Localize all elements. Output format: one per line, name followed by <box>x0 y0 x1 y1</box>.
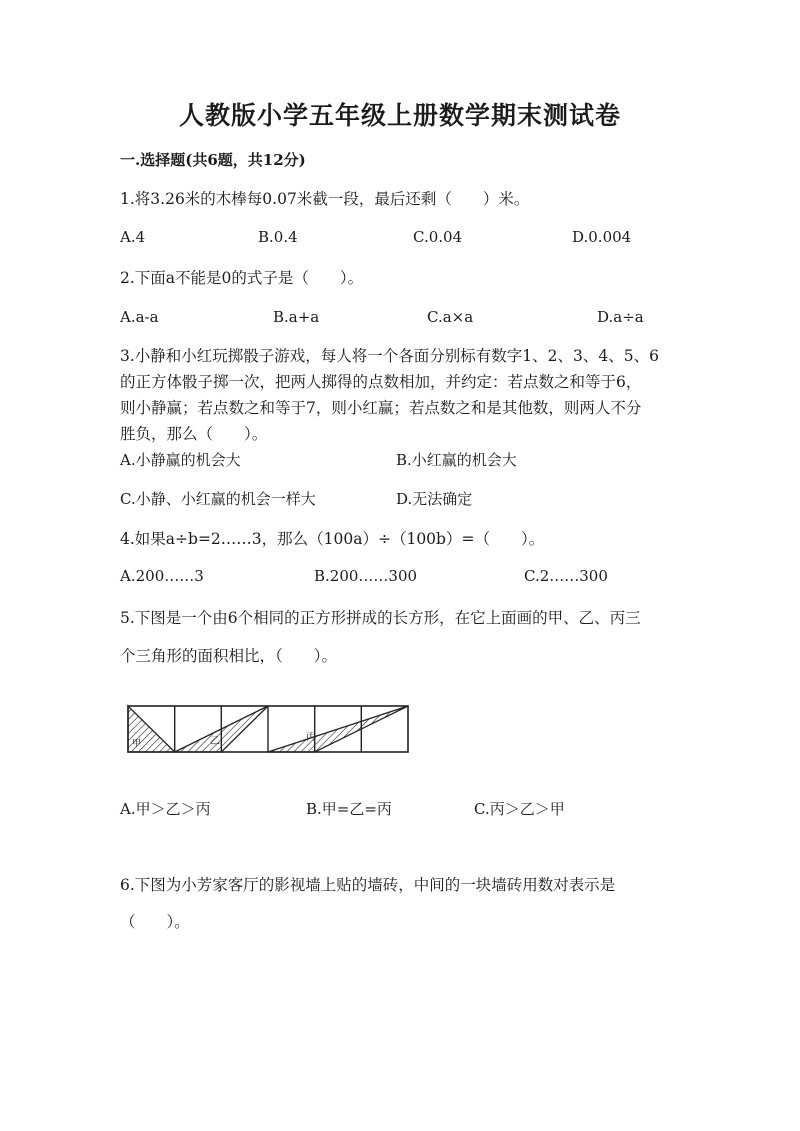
question-2-option-a[interactable]: A.a-a <box>120 308 159 326</box>
question-2-option-c[interactable]: C.a×a <box>427 308 474 326</box>
question-3-line-1: 3.小静和小红玩掷骰子游戏，每人将一个各面分别标有数字1、2、3、4、5、6 <box>120 347 659 365</box>
question-6-line-1: 6.下图为小芳家客厅的影视墙上贴的墙砖，中间的一块墙砖用数对表示是 <box>120 876 616 894</box>
question-5-line-2: 个三角形的面积相比，（ ）。 <box>120 647 338 665</box>
page-title: 人教版小学五年级上册数学期末测试卷 <box>178 101 621 130</box>
question-3-option-c[interactable]: C.小静、小红赢的机会一样大 <box>120 490 316 508</box>
question-2-option-d[interactable]: D.a÷a <box>597 308 644 326</box>
question-4-option-c[interactable]: C.2……300 <box>524 567 608 585</box>
label-yi: 乙 <box>210 736 220 747</box>
label-bing: 丙 <box>306 732 316 743</box>
question-6-line-2: （ ）。 <box>120 913 190 931</box>
question-1-option-a[interactable]: A.4 <box>120 228 146 246</box>
question-5-option-c[interactable]: C.丙＞乙＞甲 <box>474 800 565 818</box>
question-5-option-a[interactable]: A.甲＞乙＞丙 <box>120 800 211 818</box>
label-jia: 甲 <box>132 739 142 749</box>
triangle-bing <box>268 706 408 752</box>
question-4-stem: 4.如果a÷b=2……3，那么（100a）÷（100b）=（ ）。 <box>120 530 545 548</box>
question-3-option-a[interactable]: A.小静赢的机会大 <box>120 451 241 469</box>
question-2-stem: 2.下面a不能是0的式子是（ ）。 <box>120 269 364 287</box>
section-heading: 一.选择题(共6题，共12分) <box>120 151 306 169</box>
question-1-option-b[interactable]: B.0.4 <box>258 228 298 246</box>
question-1-option-c[interactable]: C.0.04 <box>413 228 463 246</box>
question-4-option-b[interactable]: B.200……300 <box>314 567 418 585</box>
question-4-option-a[interactable]: A.200……3 <box>120 567 204 585</box>
question-1-stem: 1.将3.26米的木棒每0.07米截一段，最后还剩（ ）米。 <box>120 190 530 208</box>
question-3-line-4: 胜负，那么（ ）。 <box>120 425 268 443</box>
question-5-option-b[interactable]: B.甲=乙=丙 <box>306 800 392 818</box>
question-2-option-b[interactable]: B.a+a <box>273 308 320 326</box>
question-3-line-2: 的正方体骰子掷一次，把两人掷得的点数相加，并约定：若点数之和等于6， <box>120 373 642 391</box>
rectangle-triangles-figure <box>126 700 412 756</box>
question-3-option-d[interactable]: D.无法确定 <box>396 490 473 508</box>
question-3-line-3: 则小静赢；若点数之和等于7，则小红赢；若点数之和是其他数，则两人不分 <box>120 399 642 417</box>
question-5-line-1: 5.下图是一个由6个相同的正方形拼成的长方形，在它上面画的甲、乙、丙三 <box>120 609 641 627</box>
question-1-option-d[interactable]: D.0.004 <box>572 228 632 246</box>
question-3-option-b[interactable]: B.小红赢的机会大 <box>396 451 517 469</box>
